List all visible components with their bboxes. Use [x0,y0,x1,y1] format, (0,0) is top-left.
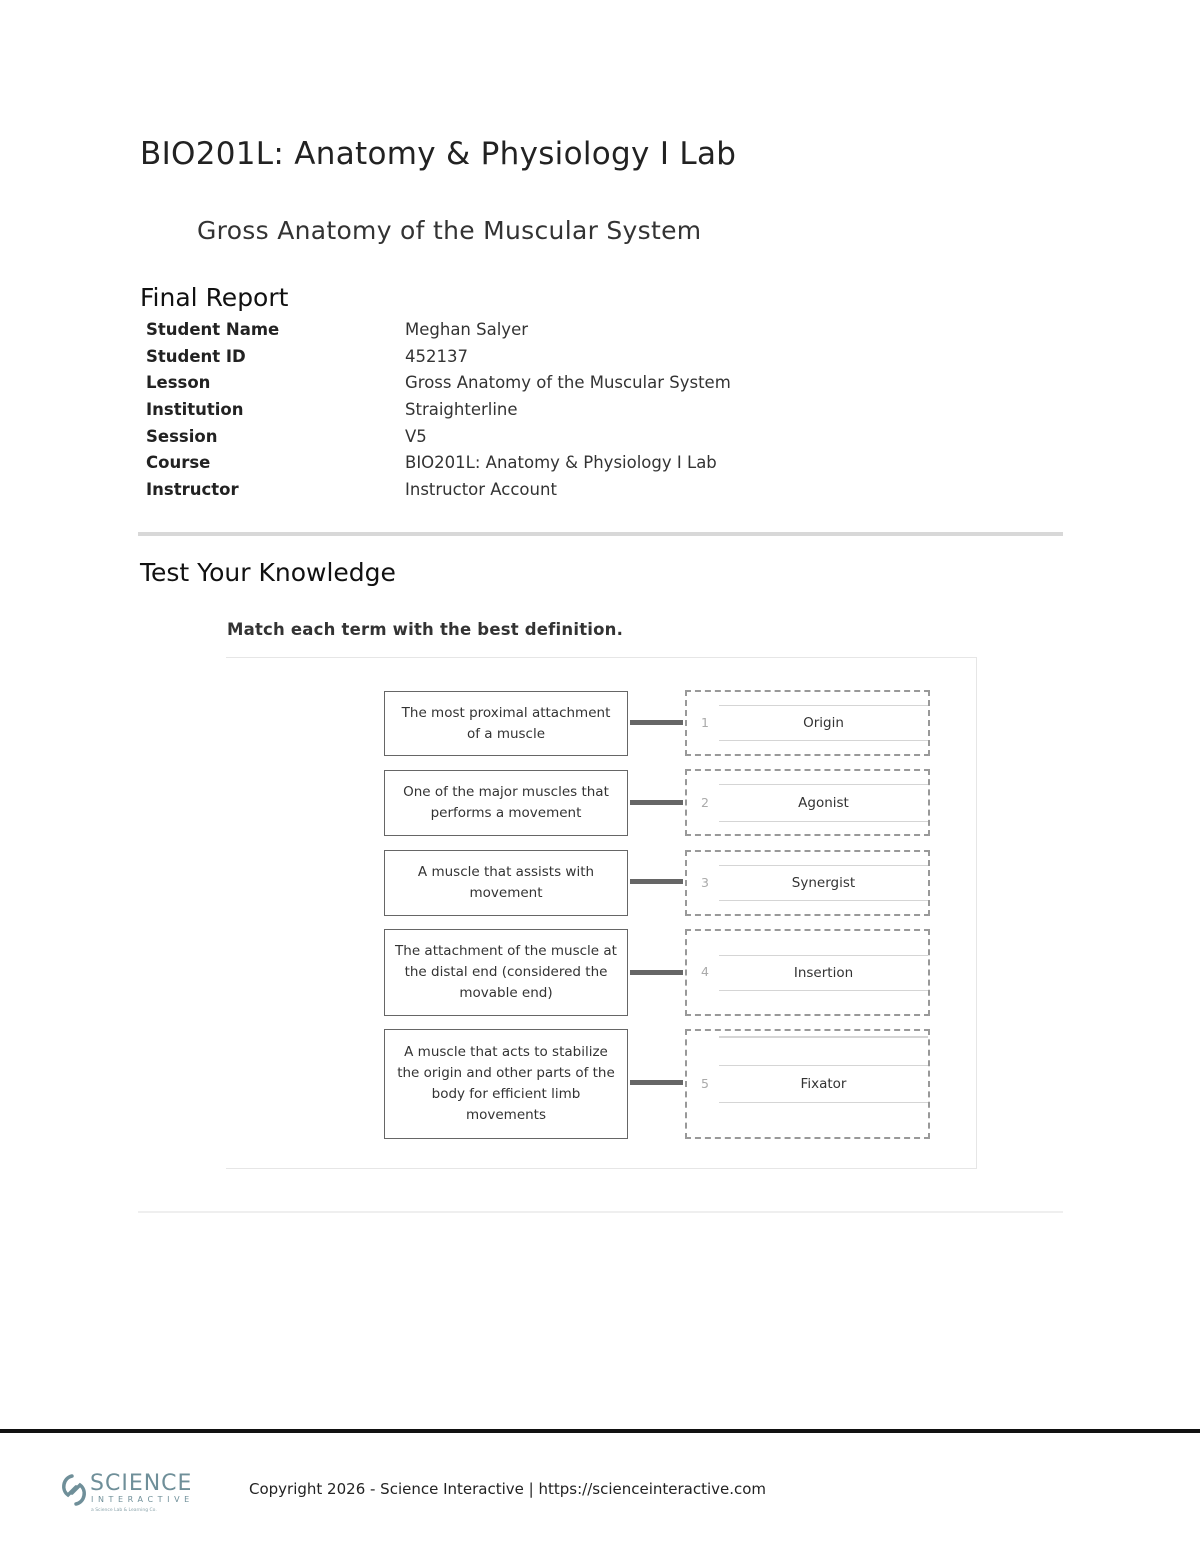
term-card[interactable]: Fixator [719,1065,928,1103]
slot-number: 5 [701,1076,709,1091]
quiz-heading: Test Your Knowledge [140,558,396,587]
info-value: BIO201L: Anatomy & Physiology I Lab [405,453,717,473]
match-connector [630,720,683,725]
report-heading: Final Report [140,283,289,312]
logo-tagline: a Science Lab & Learning Co. [91,1508,157,1513]
logo-wordmark: SCIENCE [90,1471,193,1496]
info-label: Instructor [146,480,239,500]
science-interactive-logo-icon [64,1476,84,1504]
footer-rule [0,1429,1200,1433]
term-card[interactable]: Agonist [719,784,928,822]
info-value: Instructor Account [405,480,557,500]
slot-number: 4 [701,964,709,979]
info-value: Straighterline [405,400,518,420]
logo-subtext: INTERACTIVE [91,1495,194,1504]
match-connector [630,879,683,884]
info-label: Session [146,426,218,446]
info-label: Institution [146,400,244,420]
slot-number: 1 [701,715,709,730]
term-card[interactable]: Origin [719,705,928,741]
course-title: BIO201L: Anatomy & Physiology I Lab [140,136,737,172]
match-connector [630,800,683,805]
section-divider [138,532,1063,536]
match-connector [630,1080,683,1085]
info-label: Student ID [146,346,246,366]
slot-number: 2 [701,795,709,810]
definition-card[interactable]: The most proximal attachment of a muscle [384,691,628,756]
info-value: Meghan Salyer [405,320,529,339]
section-end-divider [138,1211,1063,1213]
slot-divider [719,1036,928,1038]
term-drop-slot[interactable] [685,1029,930,1139]
term-card[interactable]: Insertion [719,955,928,991]
definition-card[interactable]: The attachment of the muscle at the distal end (considered the movable end) [384,929,628,1016]
slot-number: 3 [701,875,709,890]
term-drop-slot[interactable] [685,690,930,756]
term-drop-slot[interactable] [685,850,930,916]
info-label: Course [146,453,211,473]
info-value: 452137 [405,346,468,366]
term-drop-slot[interactable] [685,929,930,1016]
info-label: Student Name [146,320,280,339]
science-interactive-logo [58,1468,208,1514]
match-connector [630,970,683,975]
footer-copyright: Copyright 2026 - Science Interactive | https://scienceinteractive.com [249,1480,767,1498]
quiz-instruction: Match each term with the best definition. [227,620,624,639]
definition-card[interactable]: One of the major muscles that performs a movement [384,770,628,836]
definition-card[interactable]: A muscle that acts to stabilize the origin and other parts of the body for efficient limb movements [384,1029,628,1139]
info-value: Gross Anatomy of the Muscular System [405,373,731,393]
definition-card[interactable]: A muscle that assists with movement [384,850,628,916]
term-card[interactable]: Synergist [719,865,928,901]
info-label: Lesson [146,373,211,393]
info-value: V5 [405,426,427,446]
lesson-title: Gross Anatomy of the Muscular System [197,216,702,245]
term-drop-slot[interactable] [685,769,930,836]
